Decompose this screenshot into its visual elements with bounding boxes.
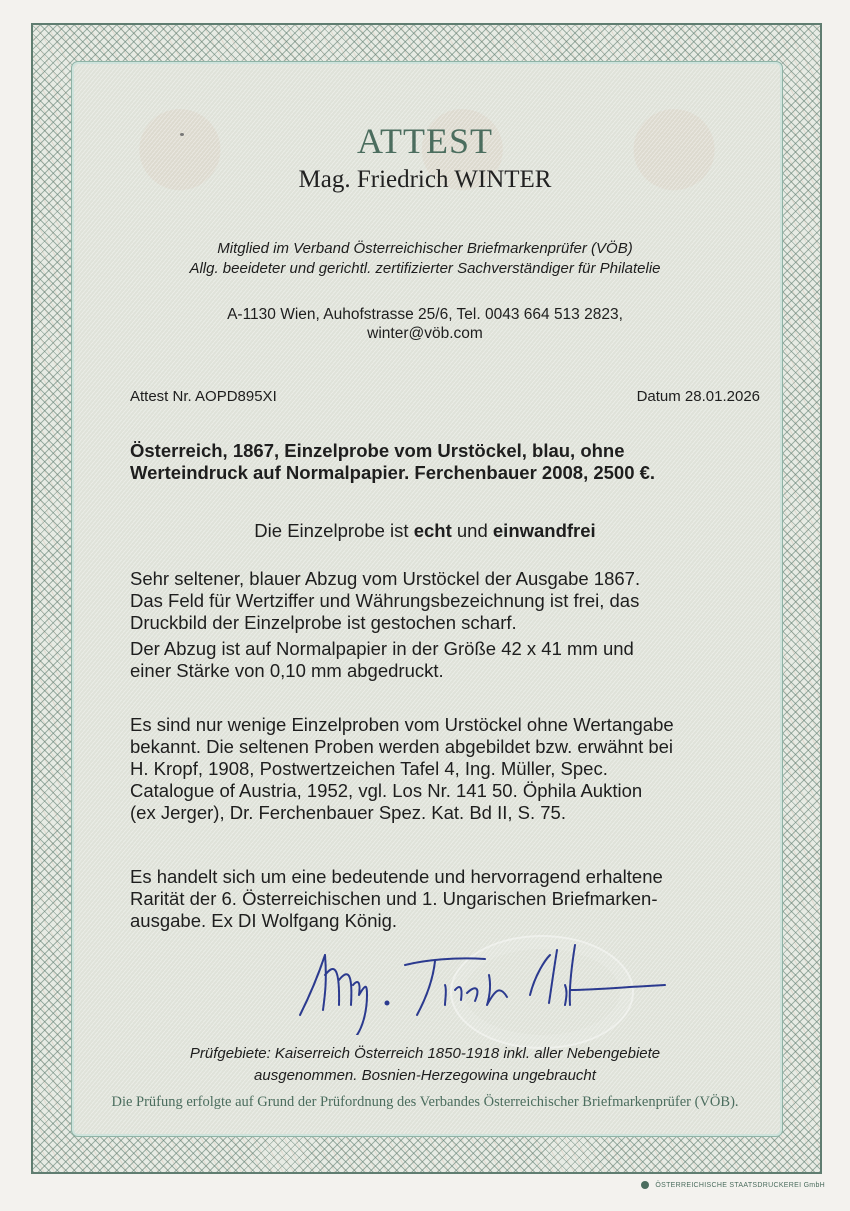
verdict-prefix: Die Einzelprobe ist: [254, 520, 414, 541]
paragraph-line: (ex Jerger), Dr. Ferchenbauer Spez. Kat. Bd II, S. 75.: [130, 802, 566, 823]
examiner-name: Mag. Friedrich WINTER: [298, 166, 552, 193]
paragraph-line: ausgabe. Ex DI Wolfgang König.: [130, 910, 398, 931]
printer-credit: [641, 1181, 825, 1189]
description-paragraph-2: [130, 714, 770, 824]
paragraph-line: Der Abzug ist auf Normalpapier in der Größe 42 x 41 mm und: [130, 638, 634, 659]
verdict-flawless: einwandfrei: [492, 520, 596, 541]
attest-number: Attest Nr. AOPD895XI: [130, 388, 277, 405]
paragraph-line: bekannt. Die seltenen Proben werden abgebildet bzw. erwähnt bei: [130, 736, 674, 757]
verdict-middle: und: [451, 520, 493, 541]
paragraph-line: Das Feld für Wertziffer und Währungsbezeichnung ist frei, das: [130, 590, 640, 611]
affiliation-line-1: Mitglied im Verband Österreichischer Briefmarkenprüfer (VÖB): [217, 240, 633, 257]
paragraph-line: H. Kropf, 1908, Postwertzeichen Tafel 4, Ing. Müller, Spec.: [130, 758, 608, 779]
address-line: A-1130 Wien, Auhofstrasse 25/6, Tel. 0043 664 513 2823,: [227, 306, 623, 323]
item-description-line-1: Österreich, 1867, Einzelprobe vom Urstöckel, blau, ohne: [130, 440, 625, 461]
printer-name: ÖSTERREICHISCHE STAATSDRUCKEREI GmbH: [655, 1181, 825, 1189]
paragraph-line: Rarität der 6. Österreichischen und 1. Ungarischen Briefmarken-: [130, 888, 658, 909]
paragraph-line: Druckbild der Einzelprobe ist gestochen scharf.: [130, 612, 517, 633]
paragraph-line: einer Stärke von 0,10 mm abgedruckt.: [130, 660, 444, 681]
copyright-icon: [641, 1181, 649, 1189]
examination-areas-line-2: ausgenommen. Bosnien-Herzegowina ungebraucht: [254, 1067, 596, 1084]
paragraph-line: Es sind nur wenige Einzelproben vom Urstöckel ohne Wertangabe: [130, 714, 674, 735]
examination-areas-line-1: Prüfgebiete: Kaiserreich Österreich 1850-1918 inkl. aller Nebengebiete: [189, 1045, 661, 1062]
document-title: ATTEST: [357, 121, 493, 161]
verdict-statement: [0, 520, 850, 542]
regulation-footer: Die Prüfung erfolgte auf Grund der Prüfordnung des Verbandes Österreichischer Briefmarkenprüfer (VÖB).: [111, 1094, 739, 1110]
paragraph-line: Es handelt sich um eine bedeutende und hervorragend erhaltene: [130, 866, 663, 887]
description-paragraph-3: [130, 866, 770, 932]
verdict-genuine: echt: [413, 520, 452, 541]
paragraph-line: Sehr seltener, blauer Abzug vom Urstöckel der Ausgabe 1867.: [130, 568, 641, 589]
affiliation-line-2: Allg. beeideter und gerichtl. zertifizierter Sachverständiger für Philatelie: [189, 260, 661, 277]
description-paragraph-1: [130, 568, 770, 682]
attest-date: Datum 28.01.2026: [636, 388, 760, 405]
signature: [295, 935, 695, 1035]
item-description-line-2: Werteindruck auf Normalpapier. Ferchenbauer 2008, 2500 €.: [130, 462, 656, 483]
email-address: winter@vöb.com: [367, 325, 483, 342]
paragraph-line: Catalogue of Austria, 1952, vgl. Los Nr. 141 50. Öphila Auktion: [130, 780, 643, 801]
item-description: [130, 440, 770, 484]
